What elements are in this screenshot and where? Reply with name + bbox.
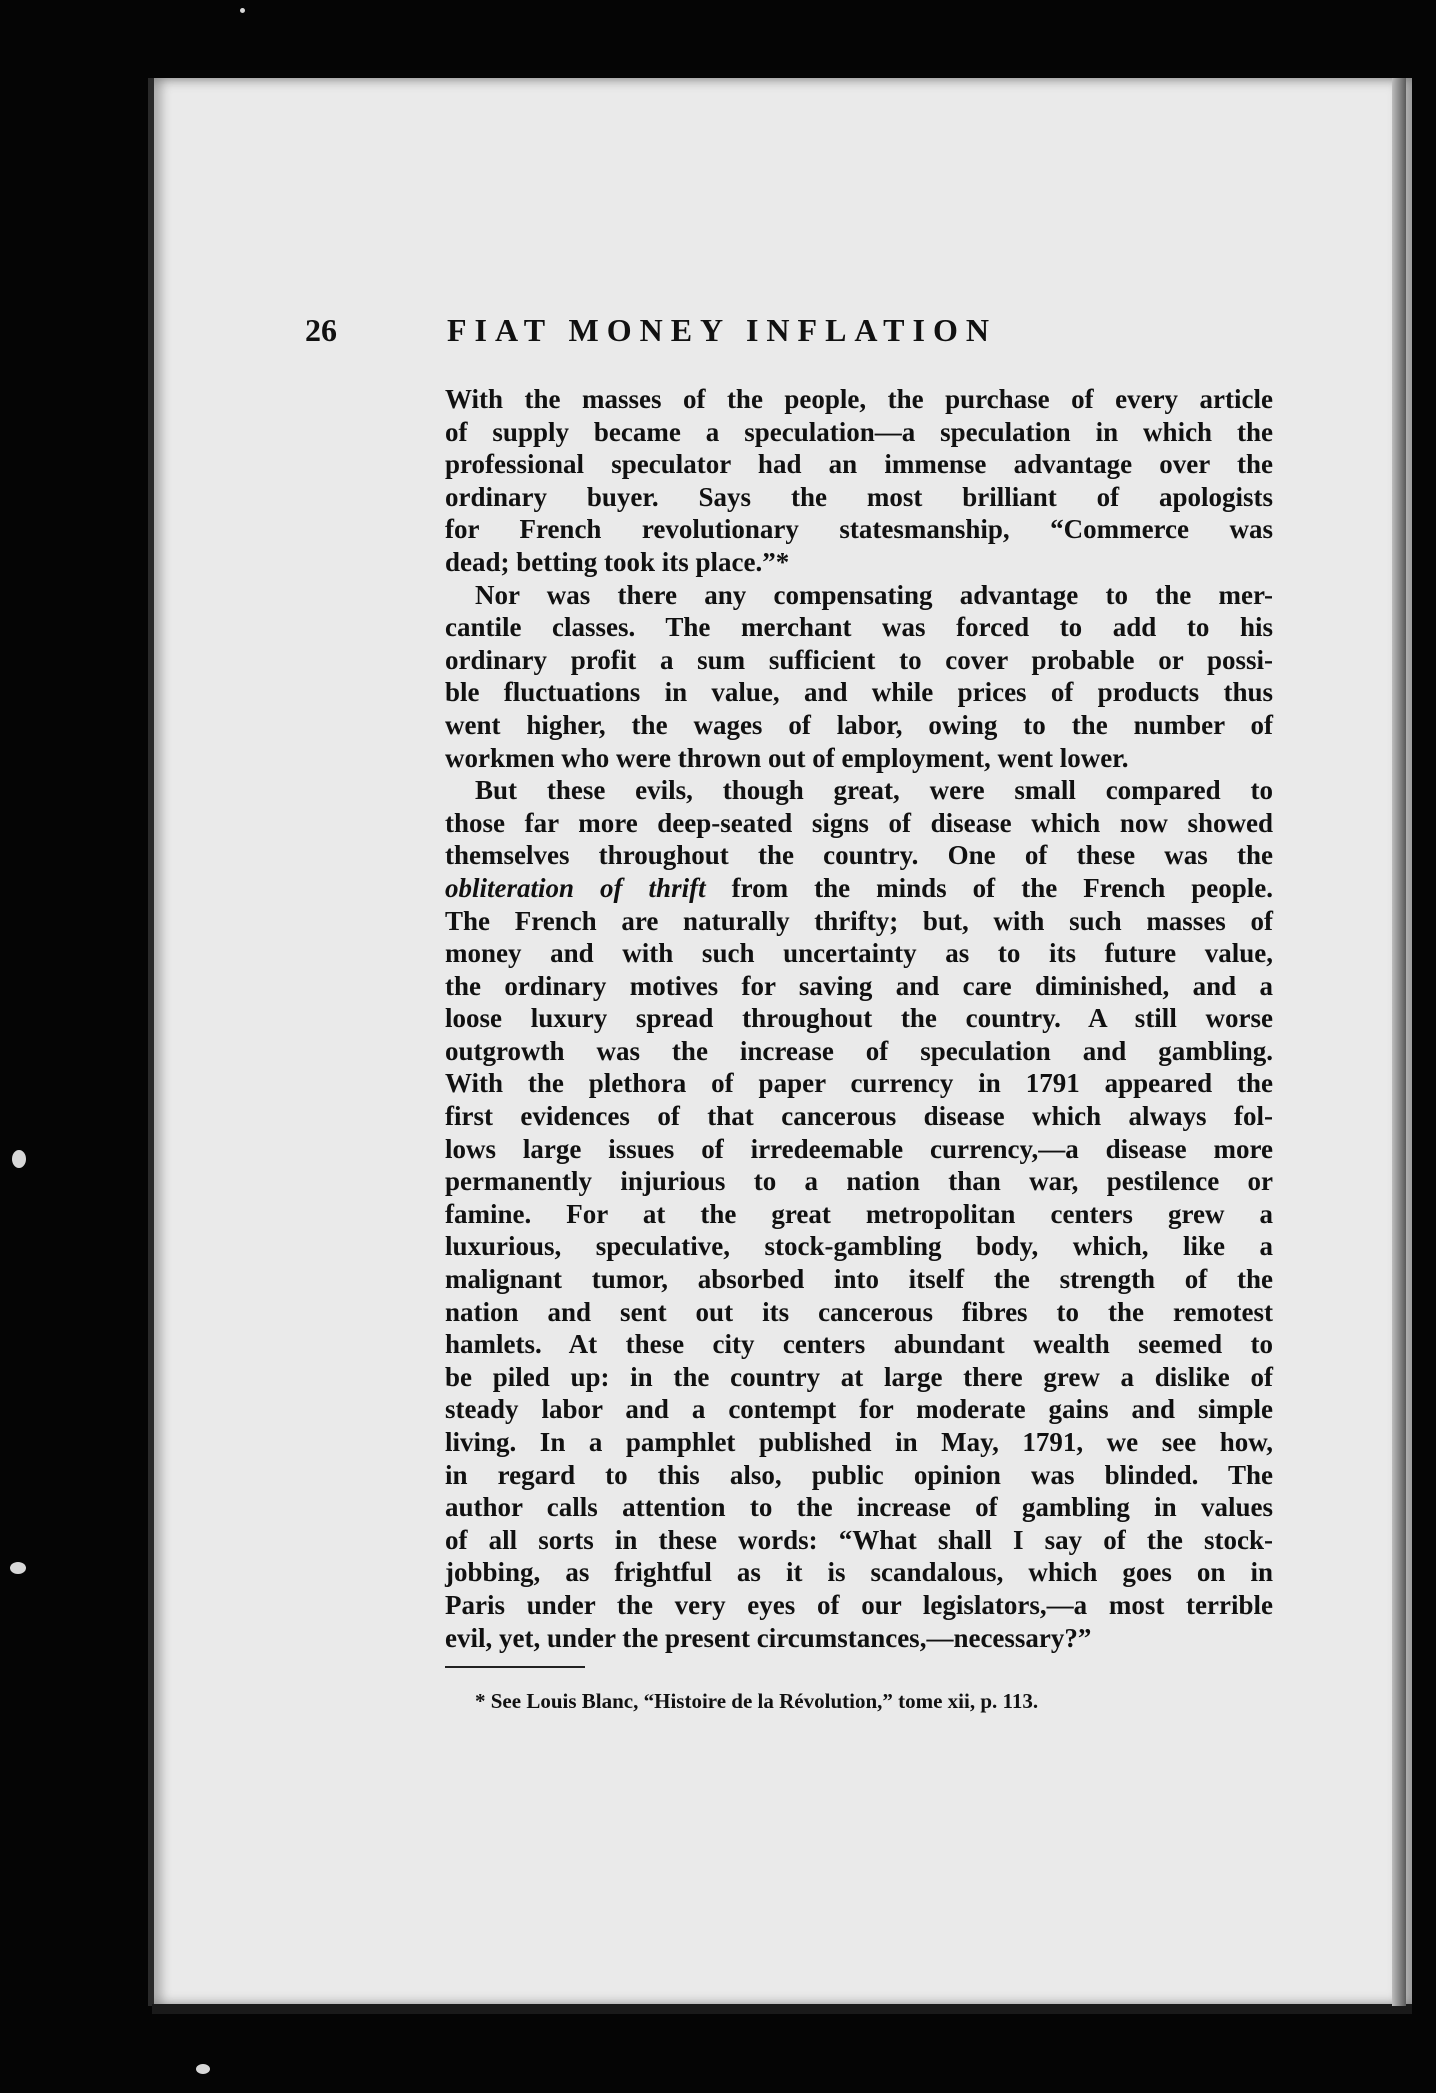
text-line: ble fluctuations in value, and while prices of products thus <box>445 677 1273 708</box>
text-line: With the plethora of paper currency in 1791 appeared the <box>445 1068 1273 1099</box>
text-line: of supply became a speculation—a speculation in which the <box>445 416 1273 447</box>
paragraph <box>445 774 1273 1654</box>
text-line: The French are naturally thrifty; but, with such masses of <box>445 905 1273 936</box>
text-line: living. In a pamphlet published in May, 1791, we see how, <box>445 1427 1273 1457</box>
paragraph <box>445 579 1273 775</box>
page-header <box>305 312 1145 356</box>
text-line: ordinary profit a sum sufficient to cover probable or possi- <box>445 644 1273 675</box>
text-line: themselves throughout the country. One of these was the <box>445 840 1273 871</box>
text-line: luxurious, speculative, stock-gambling body, which, like a <box>445 1231 1273 1262</box>
scan-speck <box>10 1562 26 1574</box>
text-line: be piled up: in the country at large there grew a dislike of <box>445 1361 1273 1392</box>
text-line: loose luxury spread throughout the country. A still worse <box>445 1003 1273 1034</box>
text-line: the ordinary motives for saving and care diminished, and a <box>445 970 1273 1001</box>
text-line: money and with such uncertainty as to its future value, <box>445 938 1273 969</box>
text-line: went higher, the wages of labor, owing to the number of <box>445 709 1273 740</box>
text-line: obliteration of thrift from the minds of the French people. <box>445 872 1273 903</box>
footnote-rule <box>445 1666 585 1668</box>
page-number: 26 <box>305 312 337 348</box>
scan-speck <box>240 8 245 13</box>
running-title: FIAT MONEY INFLATION <box>447 312 997 348</box>
scan-speck <box>196 2064 210 2074</box>
text-line: steady labor and a contempt for moderate gains and simple <box>445 1394 1273 1425</box>
text-line: malignant tumor, absorbed into itself the strength of the <box>445 1264 1273 1295</box>
text-line: Paris under the very eyes of our legislators,—a most terrible <box>445 1589 1273 1620</box>
text-line: Nor was there any compensating advantage to the mer- <box>475 579 1273 610</box>
paragraph <box>445 383 1273 579</box>
text-line: cantile classes. The merchant was forced to add to his <box>445 612 1273 643</box>
text-line: author calls attention to the increase of gambling in values <box>445 1492 1273 1523</box>
text-line: famine. For at the great metropolitan centers grew a <box>445 1198 1273 1229</box>
text-line: dead; betting took its place.”* <box>445 546 790 577</box>
text-line: those far more deep-seated signs of disease which now showed <box>445 807 1273 838</box>
text-line: of all sorts in these words: “What shall I say of the stock- <box>445 1524 1273 1555</box>
text-line: jobbing, as frightful as it is scandalous, which goes on in <box>445 1557 1273 1588</box>
text-line: nation and sent out its cancerous fibres to the remotest <box>445 1296 1273 1327</box>
text-line: ordinary buyer. Says the most brilliant of apologists <box>445 481 1273 512</box>
text-line: But these evils, though great, were small compared to <box>475 775 1273 806</box>
text-line: evil, yet, under the present circumstances,—necessary?” <box>445 1622 1092 1653</box>
footnote: * See Louis Blanc, “Histoire de la Révolution,” tome xii, p. 113. <box>475 1689 1039 1713</box>
text-line: workmen who were thrown out of employment, went lower. <box>445 742 1129 773</box>
text-line: hamlets. At these city centers abundant wealth seemed to <box>445 1329 1273 1360</box>
page-edge-shadow <box>1392 78 1406 2006</box>
text-line: permanently injurious to a nation than war, pestilence or <box>445 1166 1273 1197</box>
italic-phrase: obliteration of thrift <box>445 872 706 903</box>
text-line: professional speculator had an immense advantage over the <box>445 449 1273 480</box>
text-line: for French revolutionary statesmanship, “Commerce was <box>445 514 1273 545</box>
body-text <box>445 383 1273 1654</box>
text-line: in regard to this also, public opinion was blinded. The <box>445 1459 1273 1490</box>
text-line: lows large issues of irredeemable currency,—a disease more <box>445 1133 1273 1164</box>
text-line: first evidences of that cancerous disease which always fol- <box>445 1101 1273 1132</box>
text-line: With the masses of the people, the purchase of every article <box>445 384 1273 414</box>
scan-speck <box>12 1150 26 1168</box>
text-line: outgrowth was the increase of speculation and gambling. <box>445 1035 1273 1066</box>
